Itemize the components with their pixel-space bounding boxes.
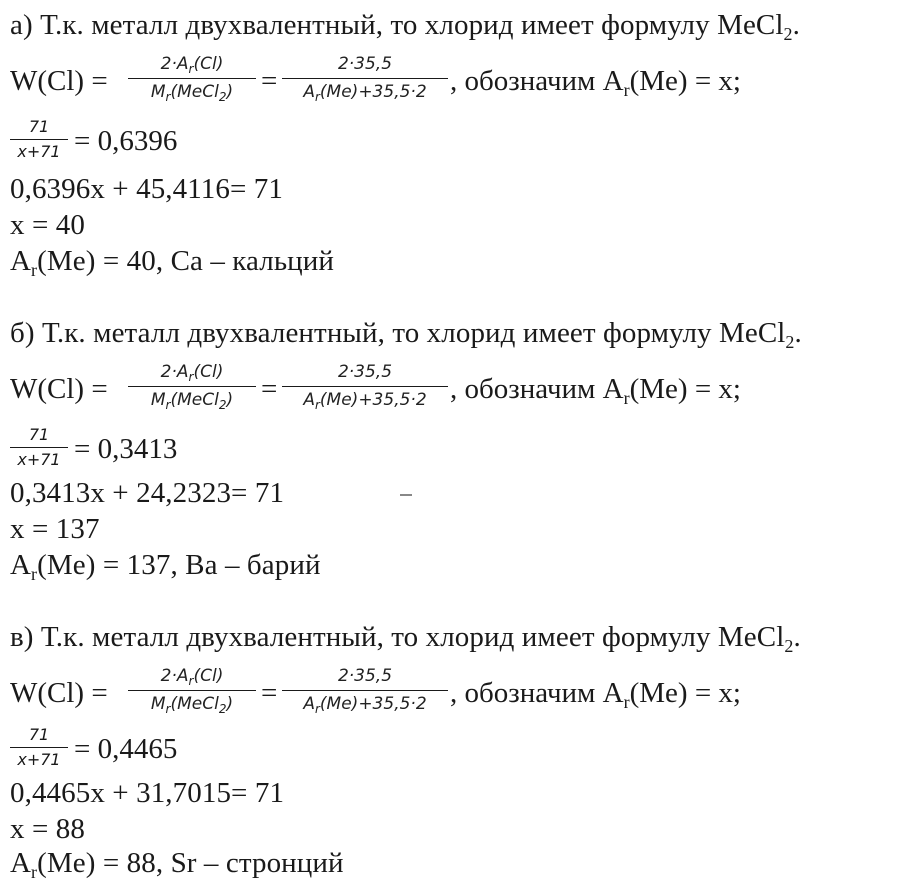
result-line: $A_r(Me) = 40$, Ca – кальций [10,245,335,280]
result-line: $A_r(Me) = 137$, Ba – барий [10,549,321,584]
ratio-value: = 0,4465 [74,733,178,765]
mass-fraction-formula [10,54,890,114]
notation-text: , обозначим $A_r(Me) = x$; [450,373,741,408]
section-intro: в) Т.к. металл двухвалентный, то хлорид имеет формулу MeCl$_2$. [10,621,801,656]
ratio-equation [10,118,410,178]
mass-fraction-formula [10,666,890,726]
x-value: x = 137 [10,513,100,545]
result-line: $A_r(Me) = 88$, Sr – стронций [10,847,344,882]
fraction-numeric: 2·35,5 $A_r(Me)+35,5\cdot 2$ [282,54,448,104]
notation-text: , обозначим $A_r(Me) = x$; [450,65,741,100]
fraction-cl-over-mecl2: $2\cdot A_r(Cl)$ $M_r(MeCl_2)$ [128,362,256,412]
linear-equation: 0,4465x + 31,7015= 71 [10,777,285,809]
x-value: x = 40 [10,209,85,241]
ratio-value: = 0,3413 [74,433,178,465]
mass-fraction-formula [10,362,890,422]
notation-text: , обозначим $A_r(Me) = x$; [450,677,741,712]
ratio-fraction: 71 x+71 [10,426,68,469]
fraction-cl-over-mecl2: $2\cdot A_r(Cl)$ $M_r(MeCl_2)$ [128,54,256,104]
ratio-fraction: 71 x+71 [10,118,68,161]
section-intro: б) Т.к. металл двухвалентный, то хлорид имеет формулу MeCl$_2$. [10,317,802,352]
w-label: W(Cl) = [10,677,108,709]
equals-sign: = [261,65,278,97]
w-label: W(Cl) = [10,65,108,97]
fraction-cl-over-mecl2: $2\cdot A_r(Cl)$ $M_r(MeCl_2)$ [128,666,256,716]
stray-mark [400,494,412,496]
ratio-value: = 0,6396 [74,125,178,157]
linear-equation: 0,3413x + 24,2323= 71 [10,477,285,509]
w-label: W(Cl) = [10,373,108,405]
section-intro: а) Т.к. металл двухвалентный, то хлорид имеет формулу MeCl$_2$. [10,9,801,44]
fraction-numeric: 2·35,5 $A_r(Me)+35,5\cdot 2$ [282,666,448,716]
equals-sign: = [261,373,278,405]
equals-sign: = [261,677,278,709]
fraction-numeric: 2·35,5 $A_r(Me)+35,5\cdot 2$ [282,362,448,412]
linear-equation: 0,6396x + 45,4116= 71 [10,173,283,205]
ratio-fraction: 71 x+71 [10,726,68,769]
x-value: x = 88 [10,813,85,845]
